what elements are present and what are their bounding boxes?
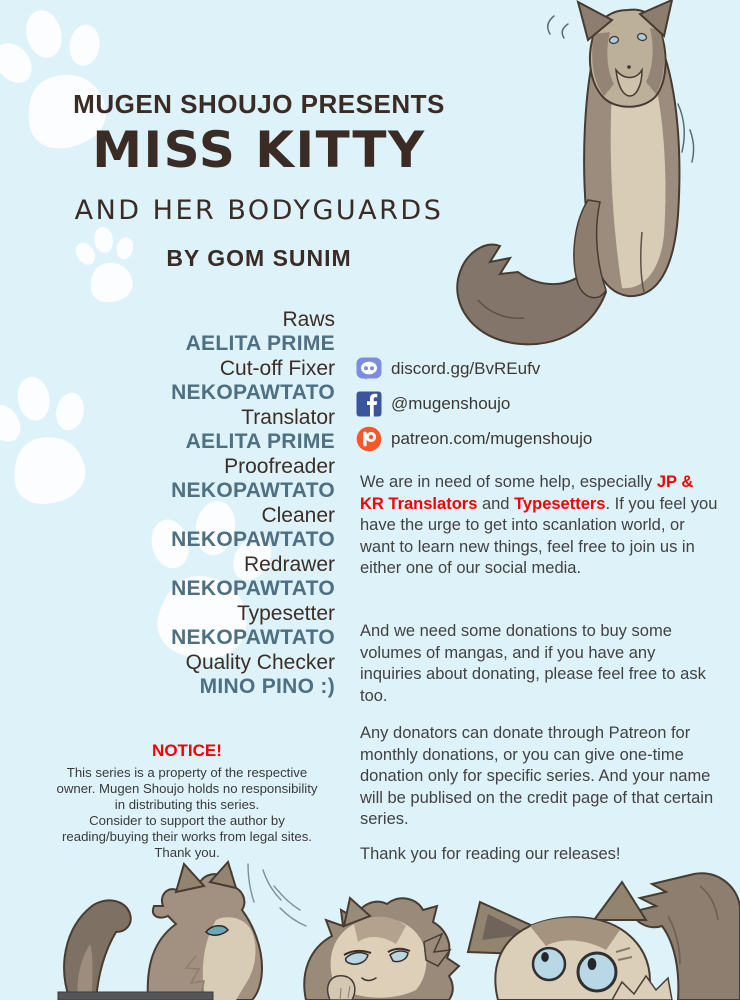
recruitment-text: and: [477, 494, 515, 513]
credit-typesetter: [171, 602, 335, 650]
author-line: BY GOM SUNIM: [166, 245, 352, 271]
typesetters-highlight: Typesetters: [514, 494, 606, 513]
credit-name: NEKOPAWTATO: [171, 479, 335, 502]
recruitment-paragraph: [360, 472, 718, 580]
notice-line: Thank you.: [154, 845, 220, 860]
credit-role: Proofreader: [224, 455, 335, 478]
credit-proofreader: [171, 455, 335, 503]
recruitment-text: We are in need of some help, especially: [360, 473, 657, 491]
donation-paragraph-2: Any donators can donate through Patreon for monthly donations, or you can give one-time donation only for specific series. And your name will be publised on the credit page of that certain series.: [360, 724, 714, 828]
bottom-cats-illustration: [0, 856, 740, 1000]
notice-block: [28, 741, 346, 861]
ledge: [58, 992, 213, 1000]
notice-line: This series is a property of the respective: [66, 765, 308, 780]
facebook-icon: [356, 391, 382, 417]
donation-paragraph-1: And we need some donations to buy some volumes of mangas, and if you have any inquiries about donating, please feel free to ask too.: [360, 622, 706, 705]
facebook-handle: @mugenshoujo: [391, 393, 511, 413]
credit-role: Cleaner: [261, 504, 335, 527]
patreon-link[interactable]: [356, 421, 592, 456]
credit-cleaner: [171, 504, 335, 552]
credit-role: Typesetter: [236, 602, 335, 625]
credit-name: NEKOPAWTATO: [171, 626, 335, 649]
credit-role: Redrawer: [243, 553, 335, 576]
facebook-link[interactable]: [356, 386, 592, 421]
series-subtitle: AND HER BODYGUARDS: [74, 195, 444, 226]
presents-line: MUGEN SHOUJO PRESENTS: [73, 89, 445, 119]
credit-name: NEKOPAWTATO: [171, 381, 335, 404]
discord-icon: [356, 356, 382, 382]
credit-name: AELITA PRIME: [185, 332, 335, 355]
credit-role: Raws: [282, 308, 335, 331]
credit-role: Quality Checker: [185, 651, 335, 674]
credit-role: Cut-off Fixer: [219, 357, 335, 380]
series-title: MISS KITTY: [92, 121, 426, 179]
patreon-handle: patreon.com/mugenshoujo: [391, 428, 593, 448]
credit-name: NEKOPAWTATO: [171, 528, 335, 551]
credits-list: [171, 308, 335, 700]
credit-quality-checker: [171, 651, 335, 699]
notice-line: Consider to support the author by: [89, 813, 285, 828]
credit-cutoff-fixer: [171, 357, 335, 405]
credit-redrawer: [171, 553, 335, 601]
discord-handle: discord.gg/BvREufv: [391, 358, 541, 378]
notice-line: reading/buying their works from legal sites.: [62, 829, 312, 844]
credit-name: NEKOPAWTATO: [171, 577, 335, 600]
credit-name: MINO PINO :): [199, 675, 335, 698]
notice-line: in distributing this series.: [114, 797, 260, 812]
notice-line: owner. Mugen Shoujo holds no responsibility: [56, 781, 318, 796]
translators-highlight: JP & KR Translators: [360, 473, 694, 513]
credit-translator: [171, 406, 335, 454]
discord-link[interactable]: [356, 351, 592, 386]
patreon-icon: [356, 426, 382, 452]
credit-name: AELITA PRIME: [185, 430, 335, 453]
credit-raws: [171, 308, 335, 356]
thanks-line: Thank you for reading our releases!: [360, 845, 621, 863]
recruitment-text: . If you feel you have the urge to get into scanlation world, or want to learn new things, feel free to join us in either one of our social media.: [360, 494, 718, 577]
notice-title: NOTICE!: [152, 741, 222, 760]
social-links: [356, 351, 592, 456]
credit-role: Translator: [241, 406, 335, 429]
